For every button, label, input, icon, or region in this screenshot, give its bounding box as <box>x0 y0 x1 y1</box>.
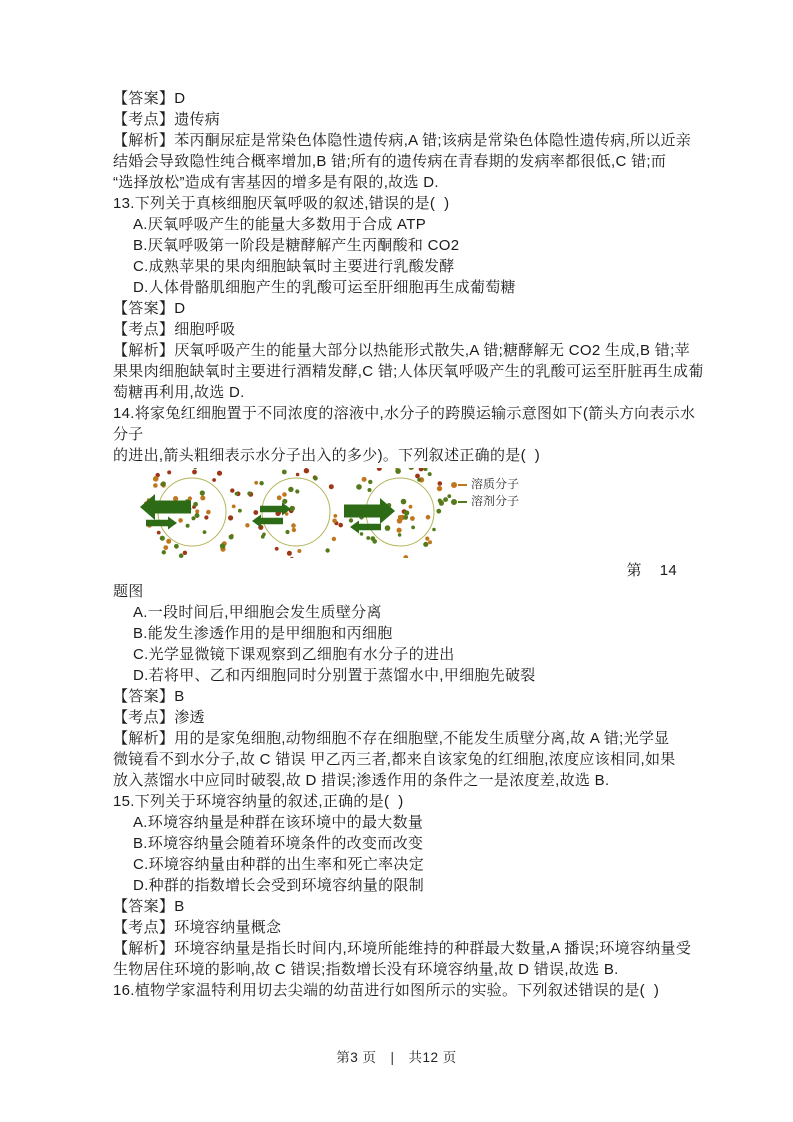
osmosis-figure-svg <box>137 468 467 558</box>
water-flow-arrow-left-small <box>350 521 381 534</box>
q13-analysis-line-2: 果果肉细胞缺氧时主要进行酒精发酵,C 错;人体厌氧呼吸产生的乳酸可运至肝脏再生成葡 <box>113 363 704 380</box>
q15-option-d: D.种群的指数增长会受到环境容纳量的限制 <box>133 877 425 894</box>
q12-analysis-line-3: “选择放松”造成有害基因的增多是有限的,故选 D. <box>113 174 439 191</box>
footer-separator: | <box>390 1050 395 1065</box>
q15-analysis-line-1: 【解析】环境容纳量是指长时间内,环境所能维持的种群最大数量,A 播误;环境容纳量受 <box>113 940 692 957</box>
q14-stem-line-3: 的进出,箭头粗细表示水分子出入的多少)。下列叙述正确的是( ) <box>113 447 541 464</box>
footer-total-pages: 共12 页 <box>408 1050 457 1065</box>
q12-analysis-line-1: 【解析】苯丙酮尿症是常染色体隐性遗传病,A 错;该病是常染色体隐性遗传病,所以近亲 <box>113 132 692 149</box>
q13-option-c: C.成熟苹果的果肉细胞缺氧时主要进行乳酸发酵 <box>133 258 455 275</box>
cell-bing <box>344 468 451 558</box>
q16-stem: 16.植物学家温特利用切去尖端的幼苗进行如图所示的实验。下列叙述错误的是( ) <box>113 982 660 999</box>
q12-answer-line: 【答案】D <box>113 90 186 107</box>
q14-stem-line-2: 分子 <box>113 426 144 443</box>
q14-topic-line: 【考点】渗透 <box>113 709 205 726</box>
q14-analysis-line-1: 【解析】用的是家兔细胞,动物细胞不存在细胞壁,不能发生质壁分离,故 A 错;光学显 <box>113 730 670 747</box>
solute-molecule-dash-icon <box>458 484 467 486</box>
cell-jia <box>140 468 242 558</box>
figure-caption-left: 题图 <box>113 583 144 600</box>
legend-item-solvent-molecule <box>451 493 519 510</box>
footer-page-number: 第3 页 <box>336 1050 377 1065</box>
q14-analysis-line-2: 微镜看不到水分子,故 C 错误 甲乙丙三者,都来自该家兔的红细胞,浓度应该相同,如果 <box>113 751 676 768</box>
q13-topic-line: 【考点】细胞呼吸 <box>113 321 236 338</box>
q13-option-b: B.厌氧呼吸第一阶段是糖酵解产生丙酮酸和 CO2 <box>133 237 460 254</box>
q15-answer-line: 【答案】B <box>113 898 185 915</box>
legend-label: 溶质分子 <box>471 477 520 491</box>
q15-stem: 15.下列关于环境容纳量的叙述,正确的是( ) <box>113 793 404 810</box>
q15-analysis-line-2: 生物居住环境的影响,故 C 错误;指数增长没有环境容纳量,故 D 错误,故选 B. <box>113 961 619 978</box>
q15-option-c: C.环境容纳量由种群的出生率和死亡率决定 <box>133 856 425 873</box>
q13-answer-line: 【答案】D <box>113 300 186 317</box>
osmosis-figure <box>137 468 657 558</box>
q14-stem-line-1: 14.将家兔红细胞置于不同浓度的溶液中,水分子的跨膜运输示意图如下(箭头方向表示水 <box>113 405 696 422</box>
q13-analysis-line-1: 【解析】厌氧呼吸产生的能量大部分以热能形式散失,A 错;糖酵解无 CO2 生成,B 错;苹 <box>113 342 690 359</box>
q15-option-b: B.环境容纳量会随着环境条件的改变而改变 <box>133 835 424 852</box>
q12-topic-line: 【考点】遗传病 <box>113 111 221 128</box>
q14-option-b: B.能发生渗透作用的是甲细胞和丙细胞 <box>133 625 393 642</box>
q13-option-a: A.厌氧呼吸产生的能量大多数用于合成 ATP <box>133 216 427 233</box>
figure-legend <box>451 476 519 510</box>
solvent-molecule-dot-icon <box>451 499 457 505</box>
q15-option-a: A.环境容纳量是种群在该环境中的最大数量 <box>133 814 424 831</box>
q14-option-c: C.光学显微镜下课观察到乙细胞有水分子的进出 <box>133 646 455 663</box>
document-content <box>113 88 704 1001</box>
water-flow-arrow-left-small <box>252 515 283 528</box>
q12-analysis-line-2: 结婚会导致隐性纯合概率增加,B 错;所有的遗传病在青春期的发病率都很低,C 错;而 <box>113 153 667 170</box>
cell-yi <box>245 468 343 558</box>
legend-item-solute-molecule <box>451 476 519 493</box>
q15-topic-line: 【考点】环境容纳量概念 <box>113 919 282 936</box>
q14-analysis-line-3: 放入蒸馏水中应同时破裂,故 D 措误;渗透作用的条件之一是浓度差,故选 B. <box>113 772 610 789</box>
q14-option-a: A.一段时间后,甲细胞会发生质壁分离 <box>133 604 382 621</box>
q14-answer-line: 【答案】B <box>113 688 185 705</box>
solute-molecule-dot-icon <box>451 482 457 488</box>
figure-caption-right: 第 14 <box>626 562 677 579</box>
q13-option-d: D.人体骨骼肌细胞产生的乳酸可运至肝细胞再生成葡萄糖 <box>133 279 516 296</box>
water-flow-arrow-left-big <box>140 494 191 520</box>
q14-option-d: D.若将甲、乙和丙细胞同时分别置于蒸馏水中,甲细胞先破裂 <box>133 667 536 684</box>
q13-analysis-line-3: 萄糖再利用,故选 D. <box>113 384 245 401</box>
page-footer <box>0 1046 793 1066</box>
solvent-molecule-dash-icon <box>458 501 467 503</box>
q13-stem: 13.下列关于真核细胞厌氧呼吸的叙述,错误的是( ) <box>113 195 450 212</box>
legend-label: 溶剂分子 <box>471 494 520 508</box>
